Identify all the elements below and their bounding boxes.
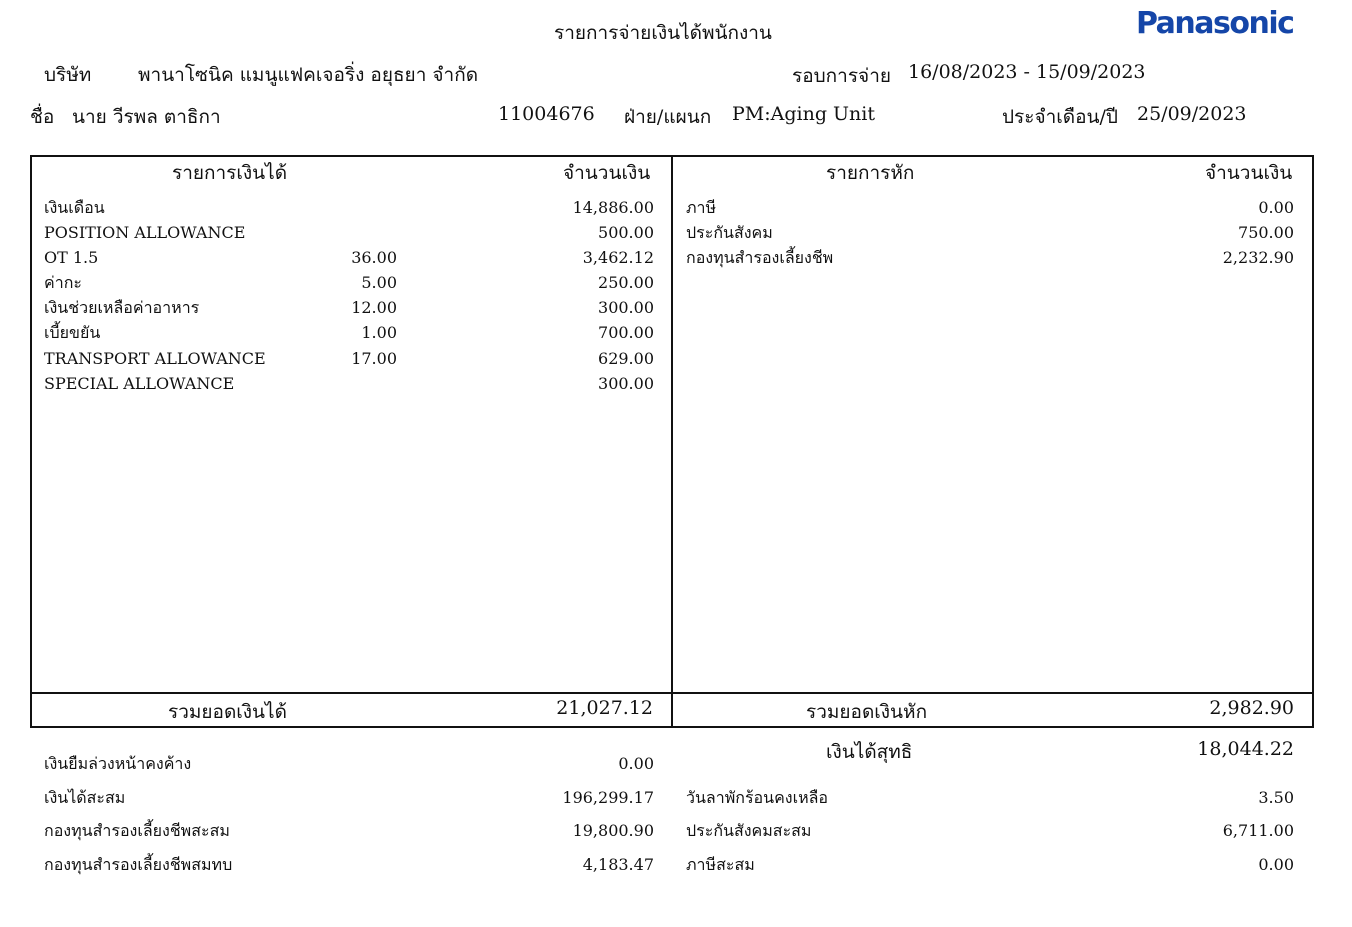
deductions-header: รายการหัก: [826, 162, 915, 184]
summary-value: 0.00: [1258, 855, 1294, 874]
earning-label: POSITION ALLOWANCE: [44, 223, 246, 242]
earning-amount: 14,886.00: [572, 198, 654, 217]
department-value: PM:Aging Unit: [732, 103, 876, 125]
summary-label: กองทุนสำรองเลี้ยงชีพสมทบ: [44, 855, 233, 874]
earning-label: SPECIAL ALLOWANCE: [44, 374, 235, 393]
month-value: 25/09/2023: [1137, 103, 1247, 125]
earning-amount: 3,462.12: [582, 248, 654, 267]
company-label: บริษัท: [44, 64, 92, 86]
summary-label: กองทุนสำรองเลี้ยงชีพสะสม: [44, 821, 230, 840]
earning-amount: 300.00: [598, 374, 654, 393]
earning-amount: 300.00: [598, 298, 654, 317]
earning-qty: 17.00: [351, 349, 397, 368]
deduction-amount: 0.00: [1258, 198, 1294, 217]
period-value: 16/08/2023 - 15/09/2023: [908, 61, 1146, 83]
deduction-amount: 2,232.90: [1222, 248, 1294, 267]
deductions-total-value: 2,982.90: [1209, 697, 1294, 719]
summary-label: เงินได้สะสม: [44, 788, 126, 807]
earning-label: เงินเดือน: [44, 198, 105, 217]
summary-label: ภาษีสะสม: [686, 855, 755, 874]
earning-label: OT 1.5: [44, 248, 99, 267]
period-label: รอบการจ่าย: [792, 65, 891, 87]
earning-amount: 629.00: [598, 349, 654, 368]
net-pay-value: 18,044.22: [1197, 738, 1294, 760]
earnings-total-label: รวมยอดเงินได้: [168, 701, 287, 723]
summary-label: เงินยืมล่วงหน้าคงค้าง: [44, 754, 192, 773]
net-pay-label: เงินได้สุทธิ: [826, 741, 913, 763]
summary-label: ประกันสังคมสะสม: [686, 821, 812, 840]
deductions-total-label: รวมยอดเงินหัก: [806, 701, 928, 723]
earning-qty: 36.00: [351, 248, 397, 267]
totals-divider: [30, 692, 1314, 694]
employee-name: นาย วีรพล ตาธิกา: [72, 106, 221, 128]
summary-value: 19,800.90: [572, 821, 654, 840]
summary-label: วันลาพักร้อนคงเหลือ: [686, 788, 829, 807]
earning-label: TRANSPORT ALLOWANCE: [44, 349, 266, 368]
deductions-amount-header: จำนวนเงิน: [1205, 162, 1293, 184]
earnings-header: รายการเงินได้: [172, 162, 288, 184]
department-label: ฝ่าย/แผนก: [624, 106, 712, 128]
earning-amount: 250.00: [598, 273, 654, 292]
earning-qty: 1.00: [361, 323, 397, 342]
employee-id: 11004676: [498, 103, 595, 125]
earning-amount: 700.00: [598, 323, 654, 342]
earnings-total-value: 21,027.12: [556, 697, 653, 719]
earning-row-salary: [44, 196, 105, 220]
earning-label: ค่ากะ: [44, 273, 82, 292]
earning-label: เบี้ยขยัน: [44, 323, 101, 342]
name-label: ชื่อ: [30, 106, 55, 128]
earning-qty: 5.00: [361, 273, 397, 292]
earnings-amount-header: จำนวนเงิน: [563, 162, 651, 184]
summary-value: 3.50: [1258, 788, 1294, 807]
summary-value: 4,183.47: [582, 855, 654, 874]
earning-qty: 12.00: [351, 298, 397, 317]
panasonic-logo: Panasonic: [1136, 6, 1294, 41]
summary-value: 6,711.00: [1222, 821, 1294, 840]
deduction-label: ภาษี: [686, 198, 717, 217]
page-title: รายการจ่ายเงินได้พนักงาน: [554, 22, 772, 44]
month-label: ประจำเดือน/ปี: [1002, 106, 1118, 128]
deduction-label: กองทุนสำรองเลี้ยงชีพ: [686, 248, 834, 267]
earning-label: เงินช่วยเหลือค่าอาหาร: [44, 298, 200, 317]
deduction-label: ประกันสังคม: [686, 223, 773, 242]
summary-value: 196,299.17: [562, 788, 654, 807]
earning-amount: 500.00: [598, 223, 654, 242]
summary-value: 0.00: [618, 754, 654, 773]
column-divider: [671, 155, 673, 728]
company-name: พานาโซนิค แมนูแฟคเจอริ่ง อยุธยา จำกัด: [138, 64, 479, 86]
deduction-amount: 750.00: [1238, 223, 1294, 242]
